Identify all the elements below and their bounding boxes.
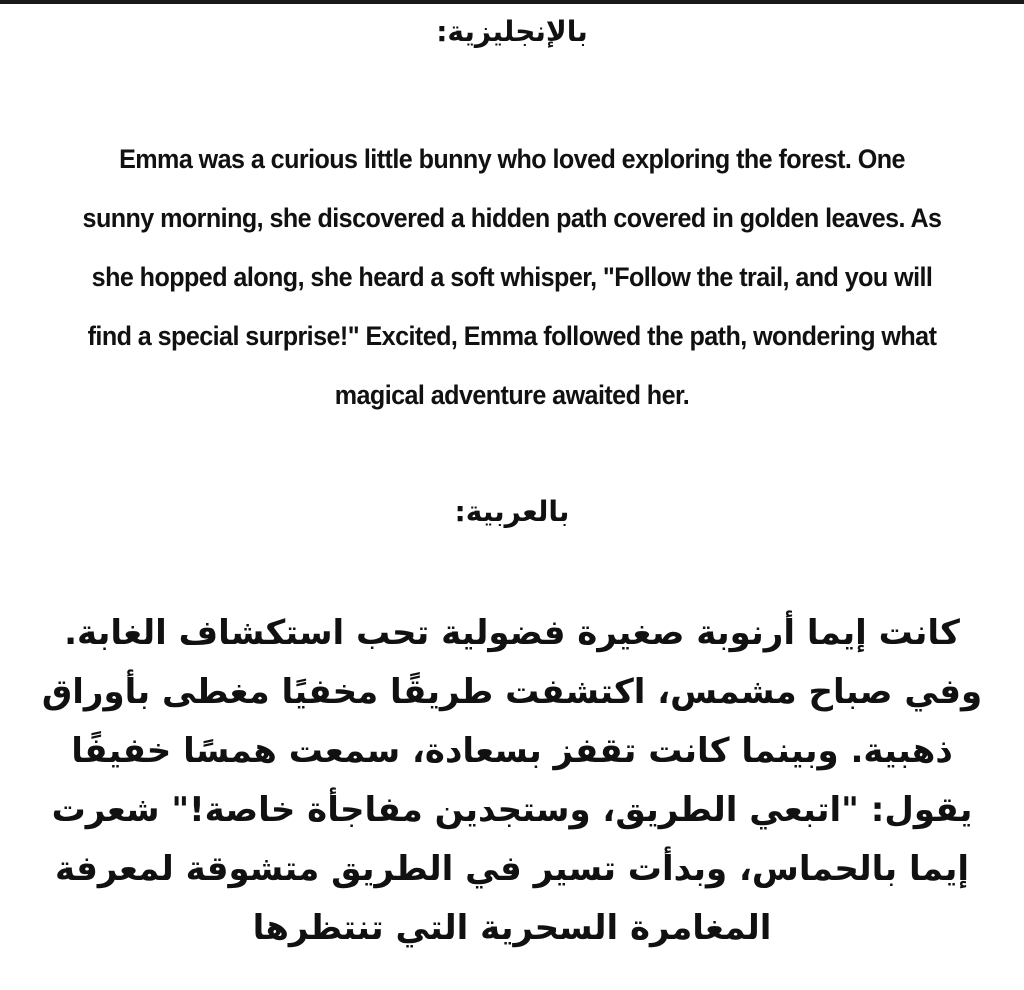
- arabic-story-paragraph: كانت إيما أرنوبة صغيرة فضولية تحب استكشاف الغابة. وفي صباح مشمس، اكتشفت طريقًا مخفيًا مغطى بأوراق ذهبية. وبينما كانت تقفز بسعادة، سمعت همسًا خفيفًا يقول: "اتبعي الطريق، وستجدين مفاجأة خاصة!" شعرت إيما بالحماس، وبدأت تسير في الطريق متشوقة لمعرفة المغامرة السحرية التي تنتظرها: [41, 613, 983, 948]
- top-divider: [0, 0, 1024, 4]
- english-section-heading: بالإنجليزية:: [436, 15, 588, 48]
- arabic-section-heading: بالعربية:: [454, 495, 570, 528]
- english-story-paragraph: Emma was a curious little bunny who loved exploring the forest. One sunny morning, she discovered a hidden path covered in golden leaves. As she hopped along, she heard a soft whisper, "Follow the trail, and you will find a special surprise!" Excited, Emma followed the path, wondering what magical adventure awaited her.: [82, 144, 942, 410]
